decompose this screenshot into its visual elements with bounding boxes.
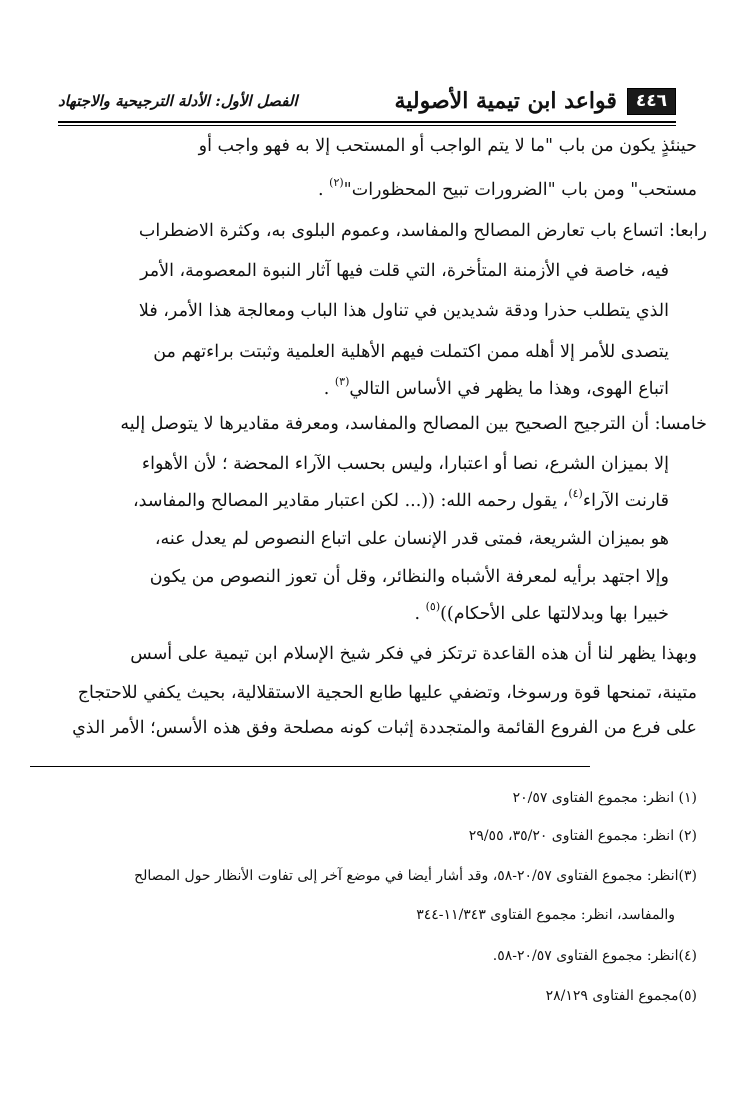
body-line: هو بميزان الشريعة، فمتى قدر الإنسان على اتباع النصوص لم يعدل عنه، [154, 529, 669, 549]
page-header [58, 86, 676, 116]
body-line: على فرع من الفروع القائمة والمتجددة إثبات كونه مصلحة وفق هذه الأسس؛ الأمر الذي [72, 718, 697, 738]
body-line: اتباع الهوى، وهذا ما يظهر في الأساس التالي$^{(٣)}$ . [323, 375, 669, 399]
footnote: (٥)مجموع الفتاوى ٢٨/١٢٩ [545, 988, 697, 1004]
header-divider [58, 121, 676, 126]
footnote: والمفاسد، انظر: مجموع الفتاوى ١١/٣٤٣-٣٤٤ [416, 907, 675, 923]
footnote: (٣)انظر: مجموع الفتاوى ٢٠/٥٧-٥٨، وقد أشار أيضا في موضع آخر إلى تفاوت الأنظار حول المصالح [134, 868, 697, 884]
footnote-marker: (٥) [425, 600, 441, 613]
body-line: مستحب" ومن باب "الضرورات تبيح المحظورات"$^{(٢)}$ . [318, 176, 697, 200]
body-line: خامسا: أن الترجيح الصحيح بين المصالح والمفاسد، ومعرفة مقاديرها لا يتوصل إليه [120, 414, 707, 434]
footnote-marker: (٤) [568, 487, 583, 500]
body-line: متينة، تمنحها قوة ورسوخا، وتضفي عليها طابع الحجية الاستقلالية، بحيث يكفي للاحتجاج [77, 683, 697, 703]
body-line: قارنت الآراء$^{(٤)}$، يقول رحمه الله: ((... لكن اعتبار مقادير المصالح والمفاسد، [133, 487, 669, 511]
footnote-divider [30, 766, 590, 767]
footnote: (٤)انظر: مجموع الفتاوى ٢٠/٥٧-٥٨. [492, 948, 697, 964]
body-line: خبيرا بها وبدلالتها على الأحكام))$^{(٥)}$ . [414, 600, 669, 624]
body-line: يتصدى للأمر إلا أهله ممن اكتملت فيهم الأهلية العلمية وثبتت براءتهم من [153, 342, 669, 362]
footnote-marker: (٣) [334, 375, 350, 388]
body-line: وبهذا يظهر لنا أن هذه القاعدة ترتكز في فكر شيخ الإسلام ابن تيمية على أسس [130, 644, 697, 664]
body-line: فيه، خاصة في الأزمنة المتأخرة، التي قلت فيها آثار النبوة المعصومة، الأمر [140, 261, 669, 281]
body-line: حينئذٍ يكون من باب "ما لا يتم الواجب أو المستحب إلا به فهو واجب أو [198, 136, 697, 156]
footnote-marker: (٢) [329, 176, 344, 189]
chapter-title: الفصل الأول: الأدلة الترجيحية والاجتهاد [58, 92, 298, 110]
book-title: قواعد ابن تيمية الأصولية [394, 88, 617, 114]
footnote: (٢) انظر: مجموع الفتاوى ٣٥/٢٠، ٢٩/٥٥ [468, 828, 697, 844]
body-line: إلا بميزان الشرع، نصا أو اعتبارا، وليس بحسب الآراء المحضة ؛ لأن الأهواء [141, 454, 669, 474]
body-line: الذي يتطلب حذرا ودقة شديدين في تناول هذا الباب ومعالجة هذا الأمر، فلا [138, 301, 669, 321]
footnote: (١) انظر: مجموع الفتاوى ٢٠/٥٧ [512, 790, 697, 806]
page-number: ٤٤٦ [627, 88, 676, 115]
body-line: رابعا: اتساع باب تعارض المصالح والمفاسد، وعموم البلوى به، وكثرة الاضطراب [138, 221, 707, 241]
body-line: وإلا اجتهد برأيه لمعرفة الأشباه والنظائر، وقل أن تعوز النصوص من يكون [149, 567, 669, 587]
